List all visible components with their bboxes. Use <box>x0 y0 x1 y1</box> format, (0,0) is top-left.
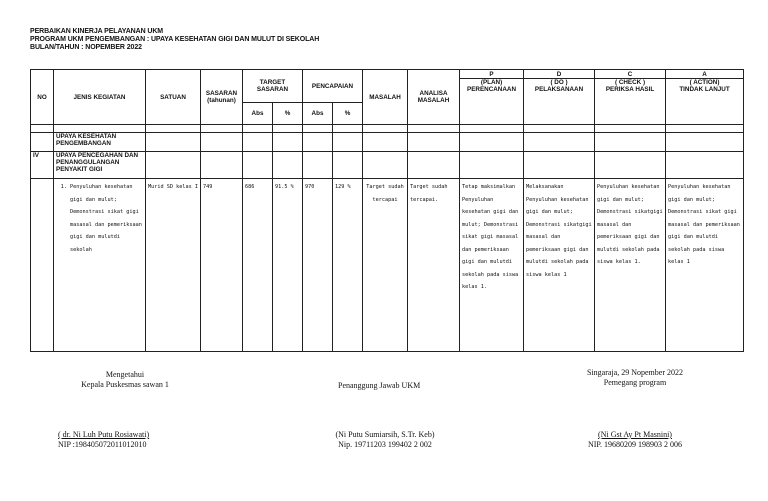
period-line: BULAN/TAHUN : NOPEMBER 2022 <box>30 44 142 51</box>
header-d-letter: D <box>524 70 595 79</box>
signature-right <box>570 430 700 450</box>
header-action-label: ( ACTION) <box>689 79 720 86</box>
header-check-sub: PERIKSA HASIL <box>605 86 655 93</box>
right-title: Pemegang program <box>603 378 667 387</box>
program-line: PROGRAM UKM PENGEMBANGAN : UPAYA KESEHATAN GIGI DAN MULUT DI SEKOLAH <box>30 36 320 43</box>
item-do: Melaksanakan Penyuluhan kesehatan gigi dan mulut; Demonstrasi sikatgigi masasal dan pemeriksaan gigi dan mulutdi sekolah pada siswa kelas 1 <box>524 179 595 352</box>
report-header <box>30 28 319 52</box>
header-plan-sub: PERENCANAAN <box>467 86 516 93</box>
performance-table <box>30 69 744 352</box>
item-analisa: Target sudah tercapai. <box>408 179 460 352</box>
left-title-2: Kepala Puskesmas sawan 1 <box>81 380 169 389</box>
item-jenis-kegiatan <box>54 179 146 352</box>
header-target-pct: % <box>273 103 303 125</box>
left-title-1: Mengetahui <box>105 370 145 379</box>
item-target-pct: 91.5 % <box>273 179 303 352</box>
header-check <box>595 79 666 125</box>
signature-middle <box>310 430 460 450</box>
header-action <box>666 79 744 125</box>
header-sasaran: SASARAN (tahunan) <box>201 70 243 125</box>
right-signer-nip: NIP. 19680209 198903 2 006 <box>587 440 682 449</box>
header-action-sub: TINDAK LANJUT <box>679 86 730 93</box>
item-action: Penyuluhan kesehatan gigi dan mulut; Demonstrasi sikat gigi masasal dan pemeriksaan gigi dan mulutdi sekolah pada siswa kelas 1 <box>666 179 744 352</box>
header-analisa-masalah: ANALISA MASALAH <box>408 70 460 125</box>
item-plan: Tetap maksimalkan Penyuluhan kesehatan gigi dan mulut; Demonstrasi sikat gigi masasal dan pemeriksaan gigi dan mulutdi sekolah pada siswa kelas 1. <box>460 179 524 352</box>
header-plan-label: (PLAN) <box>480 79 503 86</box>
report-title: PERBAIKAN KINERJA PELAYANAN UKM <box>30 28 164 35</box>
middle-signer-name: (Ni Putu Sumiarsih, S.Tr. Keb) <box>335 430 435 439</box>
section-upaya-kesehatan: UPAYA KESEHATAN PENGEMBANGAN <box>54 133 146 152</box>
item-capai-pct: 129 % <box>333 179 363 352</box>
header-p-letter: P <box>460 70 524 79</box>
header-target-sasaran: TARGET SASARAN <box>243 70 303 103</box>
section-pencegahan: UPAYA PENCEGAHAN DAN PENANGGULANGAN PENYAKIT GIGI <box>54 152 146 179</box>
header-pencapaian: PENCAPAIAN <box>303 70 363 103</box>
item-check: Penyuluhan kesehatan gigi dan mulut; Demonstrasi sikatgigi masasal dan pemeriksaan gigi dan mulutdi sekolah pada siswa kelas 1. <box>595 179 666 352</box>
item-satuan: Murid SD kelas I <box>146 179 201 352</box>
header-do-sub: PELAKSANAAN <box>534 86 584 93</box>
left-signer-name: ( dr. Ni Luh Putu Rosiawati) <box>58 430 150 439</box>
header-do <box>524 79 595 125</box>
header-capai-pct: % <box>333 103 363 125</box>
middle-title: Penanggung Jawab UKM <box>338 381 421 390</box>
item-target-abs: 686 <box>243 179 273 352</box>
item-capai-abs: 970 <box>303 179 333 352</box>
section-no-iv: IV <box>31 152 54 179</box>
header-plan <box>460 79 524 125</box>
header-jenis-kegiatan: JENIS KEGIATAN <box>54 70 146 125</box>
header-check-label: ( CHECK ) <box>614 79 646 86</box>
header-satuan: SATUAN <box>146 70 201 125</box>
table-row <box>31 179 744 352</box>
signature-right-titles <box>570 368 700 388</box>
item-sasaran: 749 <box>201 179 243 352</box>
right-signer-name: (Ni Gst Ay Pt Masnini) <box>598 430 672 439</box>
header-capai-abs: Abs <box>303 103 333 125</box>
header-masalah: MASALAH <box>363 70 408 125</box>
item-masalah: Target sudah tercapai <box>363 179 408 352</box>
left-signer-nip: NIP :198405072011012010 <box>58 440 147 449</box>
middle-signer-nip: Nip. 19711203 199402 2 002 <box>338 440 432 449</box>
header-target-abs: Abs <box>243 103 273 125</box>
header-no: NO <box>31 70 54 125</box>
header-a-letter: A <box>666 70 744 79</box>
item-jenis-text: 1. Penyuluhan kesehatan gigi dan mulut; Demonstrasi sikat gigi masasal dan pemeriksaan gigi dan mulutdi sekolah <box>70 181 143 256</box>
signature-left-titles <box>55 370 195 390</box>
header-do-label: ( DO ) <box>550 79 568 86</box>
header-c-letter: C <box>595 70 666 79</box>
signature-left <box>58 430 149 450</box>
right-place-date: Singaraja, 29 Nopember 2022 <box>587 368 683 377</box>
